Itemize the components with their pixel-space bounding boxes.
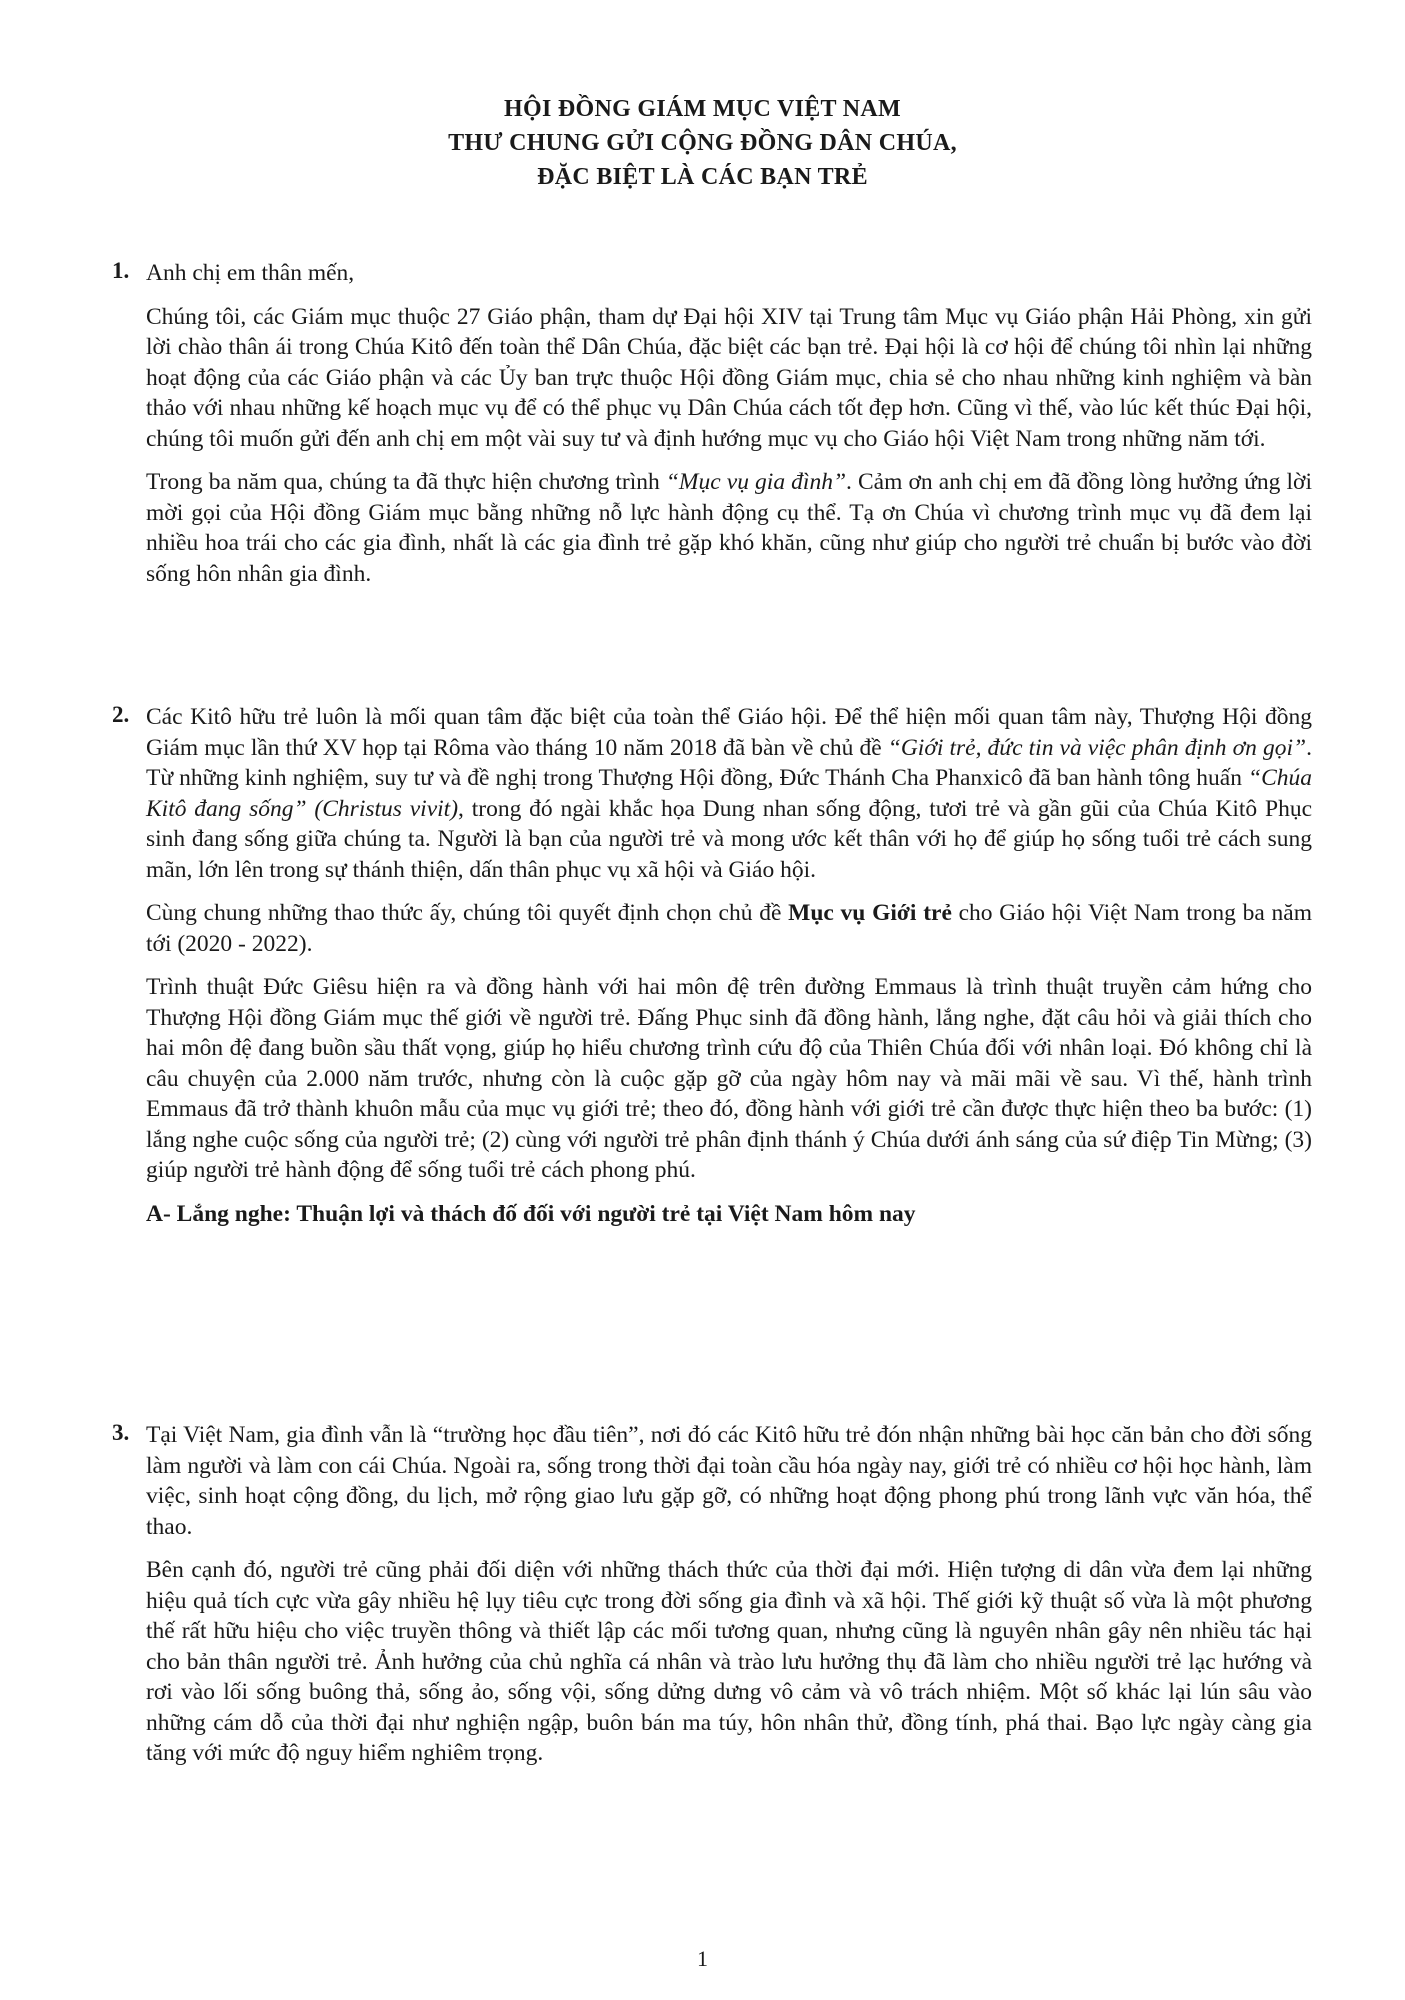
paragraph: Trong ba năm qua, chúng ta đã thực hiện chương trình “Mục vụ gia đình”. Cảm ơn anh chị em đã đồng lòng hưởng ứng lời mời gọi của Hội đồng Giám mục bằng những nỗ lực hành động cụ thể. Tạ ơn Chúa vì chương trình mục vụ đã đem lại nhiều hoa trái cho các gia đình, nhất là các gia đình trẻ gặp khó khăn, cũng như giúp cho người trẻ chuẩn bị bước vào đời sống hôn nhân gia đình.	[146, 469, 1312, 587]
subheading-a: A- Lắng nghe: Thuận lợi và thách đố đối với người trẻ tại Việt Nam hôm nay	[146, 1200, 916, 1227]
emphasis: “Giới trẻ, đức tin và việc phân định ơn gọi”	[887, 734, 1307, 761]
greeting: Anh chị em thân mến,	[146, 260, 355, 286]
section-number: 1.	[112, 258, 130, 283]
emphasis: “Chúa Kitô đang sống” (Christus vivit)	[146, 765, 1312, 822]
paragraph: Tại Việt Nam, gia đình vẫn là “trường học đầu tiên”, nơi đó các Kitô hữu trẻ đón nhận những bài học căn bản cho đời sống làm người và làm con cái Chúa. Ngoài ra, sống trong thời đại toàn cầu hóa ngày nay, giới trẻ có nhiều cơ hội học hành, làm việc, sinh hoạt cộng đồng, du lịch, mở rộng giao lưu gặp gỡ, có những hoạt động phong phú trong lãnh vực văn hóa, thể thao.	[146, 1422, 1312, 1540]
header-line-3: ĐẶC BIỆT LÀ CÁC BẠN TRẺ	[537, 164, 868, 190]
paragraph: Các Kitô hữu trẻ luôn là mối quan tâm đặc biệt của toàn thể Giáo hội. Để thể hiện mối quan tâm này, Thượng Hội đồng Giám mục lần thứ XV họp tại Rôma vào tháng 10 năm 2018 đã bàn về chủ đề “Giới trẻ, đức tin và việc phân định ơn gọi”. Từ những kinh nghiệm, suy tư và đề nghị trong Thượng Hội đồng, Đức Thánh Cha Phanxicô đã ban hành tông huấn “Chúa Kitô đang sống” (Christus vivit), trong đó ngài khắc họa Dung nhan sống động, tươi trẻ và gần gũi của Chúa Kitô Phục sinh đang sống giữa chúng ta. Người là bạn của người trẻ và mong ước kết thân với họ để giúp họ sống tuổi trẻ cách sung mãn, lớn lên trong sự thánh thiện, dấn thân phục vụ xã hội và Giáo hội.	[146, 704, 1312, 883]
section-2	[112, 702, 1312, 1229]
header-line-2: THƯ CHUNG GỬI CỘNG ĐỒNG DÂN CHÚA,	[448, 130, 957, 156]
section-number: 3.	[112, 1420, 130, 1445]
section-number: 2.	[112, 702, 130, 727]
section-3	[112, 1420, 1312, 1782]
header-line-1: HỘI ĐỒNG GIÁM MỤC VIỆT NAM	[504, 96, 901, 122]
page-number: 1	[697, 1946, 708, 1971]
paragraph: Chúng tôi, các Giám mục thuộc 27 Giáo phận, tham dự Đại hội XIV tại Trung tâm Mục vụ Giáo phận Hải Phòng, xin gửi lời chào thân ái trong Chúa Kitô đến toàn thể Dân Chúa, đặc biệt các bạn trẻ. Đại hội là cơ hội để chúng tôi nhìn lại những hoạt động của các Giáo phận và các Ủy ban trực thuộc Hội đồng Giám mục, chia sẻ cho nhau những kinh nghiệm và bàn thảo với nhau những kế hoạch mục vụ để có thể phục vụ Dân Chúa cách tốt đẹp hơn. Cũng vì thế, vào lúc kết thúc Đại hội, chúng tôi muốn gửi đến anh chị em một vài suy tư và định hướng mục vụ cho Giáo hội Việt Nam trong những năm tới.	[146, 303, 1312, 452]
paragraph: Cùng chung những thao thức ấy, chúng tôi quyết định chọn chủ đề Mục vụ Giới trẻ cho Giáo hội Việt Nam trong ba năm tới (2020 - 2022).	[146, 900, 1312, 957]
theme-title: Mục vụ Giới trẻ	[788, 900, 952, 926]
emphasis: “Mục vụ gia đình”	[665, 469, 847, 495]
paragraph: Bên cạnh đó, người trẻ cũng phải đối diện với những thách thức của thời đại mới. Hiện tượng di dân vừa đem lại những hiệu quả tích cực vừa gây nhiều hệ lụy tiêu cực trong đời sống gia đình và xã hội. Thế giới kỹ thuật số vừa là một phương thế rất hữu hiệu cho việc truyền thông và thiết lập các mối tương quan, nhưng cũng là nguyên nhân gây nên nhiều tác hại cho bản thân người trẻ. Ảnh hưởng của chủ nghĩa cá nhân và trào lưu hưởng thụ đã làm cho nhiều người trẻ lạc hướng và rơi vào lối sống buông thả, sống ảo, sống vội, sống dửng dưng vô cảm và vô trách nhiệm. Một số khác lại lún sâu vào những cám dỗ của thời đại như nghiện ngập, buôn bán ma túy, hôn nhân thử, đồng tính, phá thai. Bạo lực ngày càng gia tăng với mức độ nguy hiểm nghiêm trọng.	[146, 1557, 1312, 1766]
paragraph: Trình thuật Đức Giêsu hiện ra và đồng hành với hai môn đệ trên đường Emmaus là trình thuật truyền cảm hứng cho Thượng Hội đồng Giám mục thế giới về người trẻ. Đấng Phục sinh đã đồng hành, lắng nghe, đặt câu hỏi và giải thích cho hai môn đệ đang buồn sầu thất vọng, giúp họ hiểu chương trình cứu độ của Thiên Chúa đối với nhân loại. Đó không chỉ là câu chuyện của 2.000 năm trước, nhưng còn là cuộc gặp gỡ của ngày hôm nay và mãi mãi về sau. Vì thế, hành trình Emmaus đã trở thành khuôn mẫu của mục vụ giới trẻ; theo đó, đồng hành với giới trẻ cần được thực hiện theo ba bước: (1) lắng nghe cuộc sống của người trẻ; (2) cùng với người trẻ phân định thánh ý Chúa dưới ánh sáng của sứ điệp Tin Mừng; (3) giúp người trẻ hành động để sống tuổi trẻ cách phong phú.	[146, 974, 1312, 1183]
document-header	[0, 92, 1405, 194]
section-1	[112, 258, 1312, 602]
